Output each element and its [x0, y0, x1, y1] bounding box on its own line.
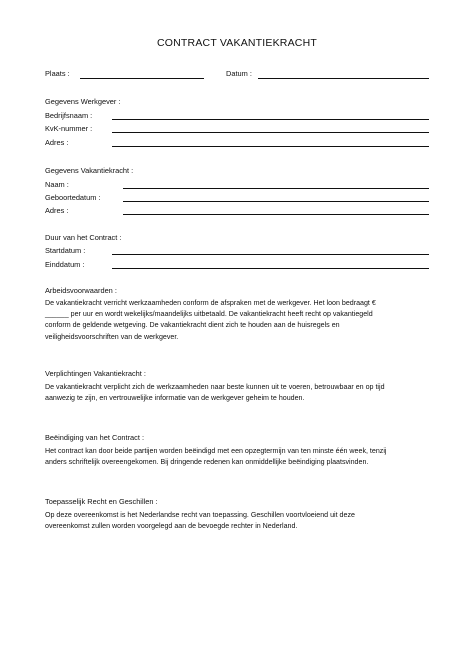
termination-line: Het contract kan door beide partijen worden beëindigd met een opzegtermijn van ten minste één week, tenzij [45, 447, 387, 455]
employer-address-field-line[interactable] [112, 146, 429, 147]
start-date-label: Startdatum : [45, 246, 86, 255]
law-line: overeenkomst zullen worden voorgelegd aan de bevoegde rechter in Nederland. [45, 522, 298, 531]
law-paragraph [45, 510, 437, 532]
date-field-line[interactable] [258, 78, 429, 79]
termination-paragraph [45, 446, 437, 468]
termination-line: anders schriftelijk overeengekomen. Bij dringende redenen kan onmiddellijke beëindiging plaatsvinden. [45, 458, 369, 467]
conditions-line: De vakantiekracht verricht werkzaamheden conform de afspraken met de werkgever. Het loon bedraagt € [45, 299, 376, 307]
employer-heading: Gegevens Werkgever : [45, 97, 121, 106]
end-date-label: Einddatum : [45, 260, 85, 269]
company-name-label: Bedrijfsnaam : [45, 111, 93, 120]
end-date-field-line[interactable] [112, 268, 429, 269]
law-line: Op deze overeenkomst is het Nederlandse recht van toepassing. Geschillen voortvloeiend uit deze [45, 511, 355, 519]
termination-heading: Beëindiging van het Contract : [45, 433, 145, 442]
conditions-line: conform de geldende wetgeving. De vakantiekracht dient zich te houden aan de huisregels en [45, 321, 340, 330]
worker-address-field-line[interactable] [123, 214, 429, 215]
kvk-number-field-line[interactable] [112, 132, 429, 133]
obligations-heading: Verplichtingen Vakantiekracht : [45, 369, 146, 378]
worker-name-field-line[interactable] [123, 188, 429, 189]
kvk-number-label: KvK-nummer : [45, 124, 93, 133]
duration-heading: Duur van het Contract : [45, 233, 122, 242]
employer-address-label: Adres : [45, 138, 69, 147]
conditions-heading: Arbeidsvoorwaarden : [45, 286, 117, 295]
worker-heading: Gegevens Vakantiekracht : [45, 166, 134, 175]
obligations-line: aanwezig te zijn, en vertrouwelijke informatie van de werkgever geheim te houden. [45, 394, 305, 403]
conditions-paragraph [45, 298, 437, 343]
obligations-line: De vakantiekracht verplicht zich de werkzaamheden naar beste kunnen uit te voeren, betrouwbaar en op tijd [45, 383, 385, 391]
place-label: Plaats : [45, 69, 70, 78]
date-label: Datum : [226, 69, 252, 78]
birthdate-label: Geboortedatum : [45, 193, 101, 202]
worker-address-label: Adres : [45, 206, 69, 215]
conditions-line: ______ per uur en wordt wekelijks/maandelijks uitbetaald. De vakantiekracht heeft recht op vakantiegeld [45, 310, 373, 319]
start-date-field-line[interactable] [112, 254, 429, 255]
law-heading: Toepasselijk Recht en Geschillen : [45, 497, 158, 506]
conditions-line: veiligheidsvoorschriften van de werkgever. [45, 332, 179, 341]
obligations-paragraph [45, 382, 437, 404]
page-title: CONTRACT VAKANTIEKRACHT [157, 37, 317, 49]
birthdate-field-line[interactable] [123, 201, 429, 202]
company-name-field-line[interactable] [112, 119, 429, 120]
place-field-line[interactable] [80, 78, 204, 79]
worker-name-label: Naam : [45, 180, 69, 189]
